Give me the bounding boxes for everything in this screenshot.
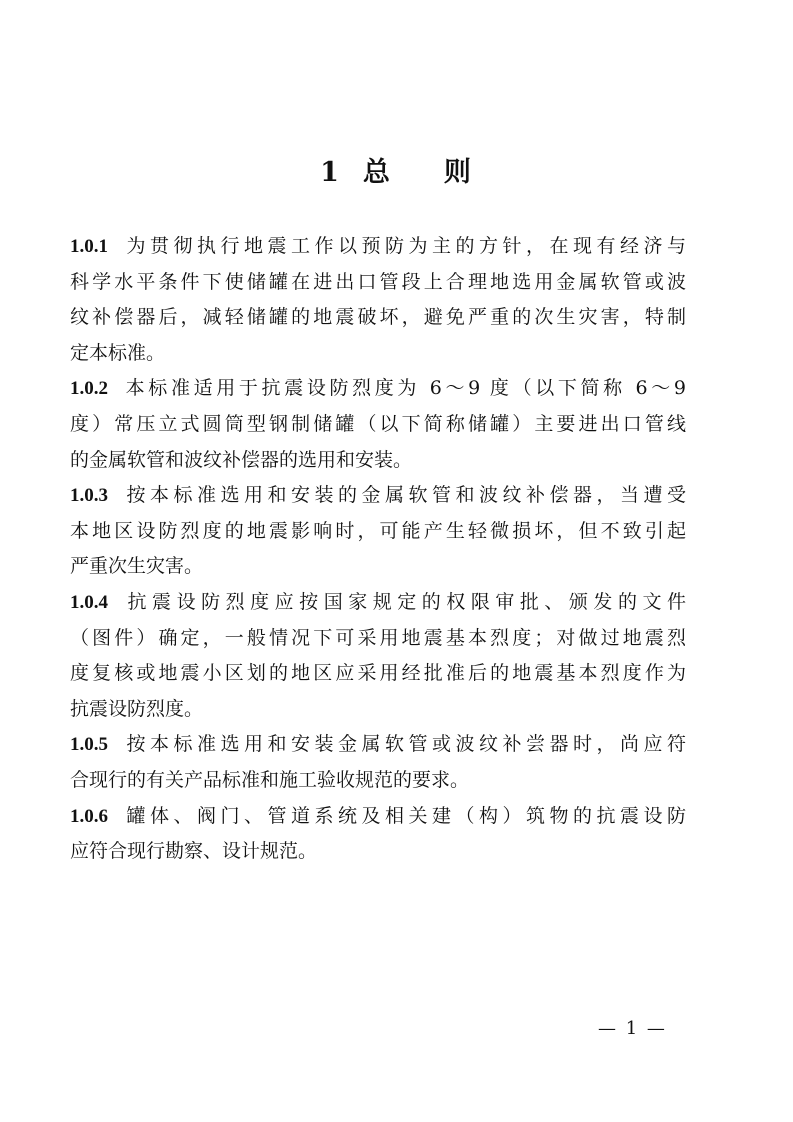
line-text: 本标准适用于抗震设防烈度为 6～9 度（以下简称 6～9: [122, 377, 686, 400]
line-text: 按本标准选用和安装的金属软管和波纹补偿器，当遭受: [122, 484, 686, 507]
section-1-0-4: [70, 585, 686, 727]
text-line: [70, 336, 686, 372]
section-1-0-6: [70, 799, 686, 870]
section-1-0-1: [70, 229, 686, 371]
section-number: 1.0.4: [70, 591, 108, 613]
line-text: 纹补偿器后，减轻储罐的地震破坏，避免严重的次生灾害，特制: [70, 306, 686, 329]
section-number: 1.0.5: [70, 734, 108, 756]
line-text: （图件）确定，一般情况下可采用地震基本烈度；对做过地震烈: [70, 626, 686, 649]
section-number: 1.0.2: [70, 378, 108, 400]
text-line: [70, 621, 686, 657]
section-number: 1.0.3: [70, 485, 108, 507]
chapter-title: [0, 150, 793, 189]
section-1-0-2: [70, 371, 686, 478]
text-line: [70, 549, 686, 585]
text-line: [70, 478, 686, 514]
section-number: 1.0.6: [70, 805, 108, 827]
text-line: [70, 443, 686, 479]
chapter-title-b: 则: [443, 157, 473, 188]
line-text: 度）常压立式圆筒型钢制储罐（以下简称储罐）主要进出口管线: [70, 412, 686, 435]
text-line: [70, 265, 686, 301]
document-body: [70, 229, 686, 870]
text-line: [70, 656, 686, 692]
page-number: — 1 —: [598, 1018, 667, 1039]
line-text: 抗震设防烈度。: [70, 697, 204, 720]
section-number: 1.0.1: [70, 236, 108, 257]
line-text: 定本标准。: [70, 341, 166, 364]
text-line: [70, 514, 686, 550]
line-text: 度复核或地震小区划的地区应采用经批准后的地震基本烈度作为: [70, 662, 686, 685]
line-text: 按本标准选用和安装金属软管或波纹补尝器时，尚应符: [122, 733, 686, 756]
text-line: [70, 799, 686, 835]
line-text: 合现行的有关产品标准和施工验收规范的要求。: [70, 768, 470, 791]
text-line: [70, 585, 686, 621]
line-text: 应符合现行勘察、设计规范。: [70, 840, 318, 863]
text-line: [70, 727, 686, 763]
text-line: [70, 834, 686, 870]
line-text: 本地区设防烈度的地震影响时，可能产生轻微损坏，但不致引起: [70, 519, 686, 542]
line-text: 的金属软管和波纹补偿器的选用和安装。: [70, 448, 413, 471]
chapter-number: 1: [320, 157, 341, 188]
line-text: 科学水平条件下使储罐在进出口管段上合理地选用金属软管或波: [70, 270, 686, 293]
line-text: 严重次生灾害。: [70, 555, 204, 578]
text-line: [70, 763, 686, 799]
text-line: [70, 692, 686, 728]
section-1-0-5: [70, 727, 686, 798]
text-line: [70, 229, 686, 265]
text-line: [70, 371, 686, 407]
text-line: [70, 407, 686, 443]
section-1-0-3: [70, 478, 686, 585]
line-text: 抗震设防烈度应按国家规定的权限审批、颁发的文件: [122, 590, 686, 613]
line-text: 罐体、阀门、管道系统及相关建（构）筑物的抗震设防: [122, 804, 686, 827]
text-line: [70, 300, 686, 336]
chapter-title-a: 总: [362, 157, 392, 188]
line-text: 为贯彻执行地震工作以预防为主的方针，在现有经济与: [122, 235, 686, 257]
